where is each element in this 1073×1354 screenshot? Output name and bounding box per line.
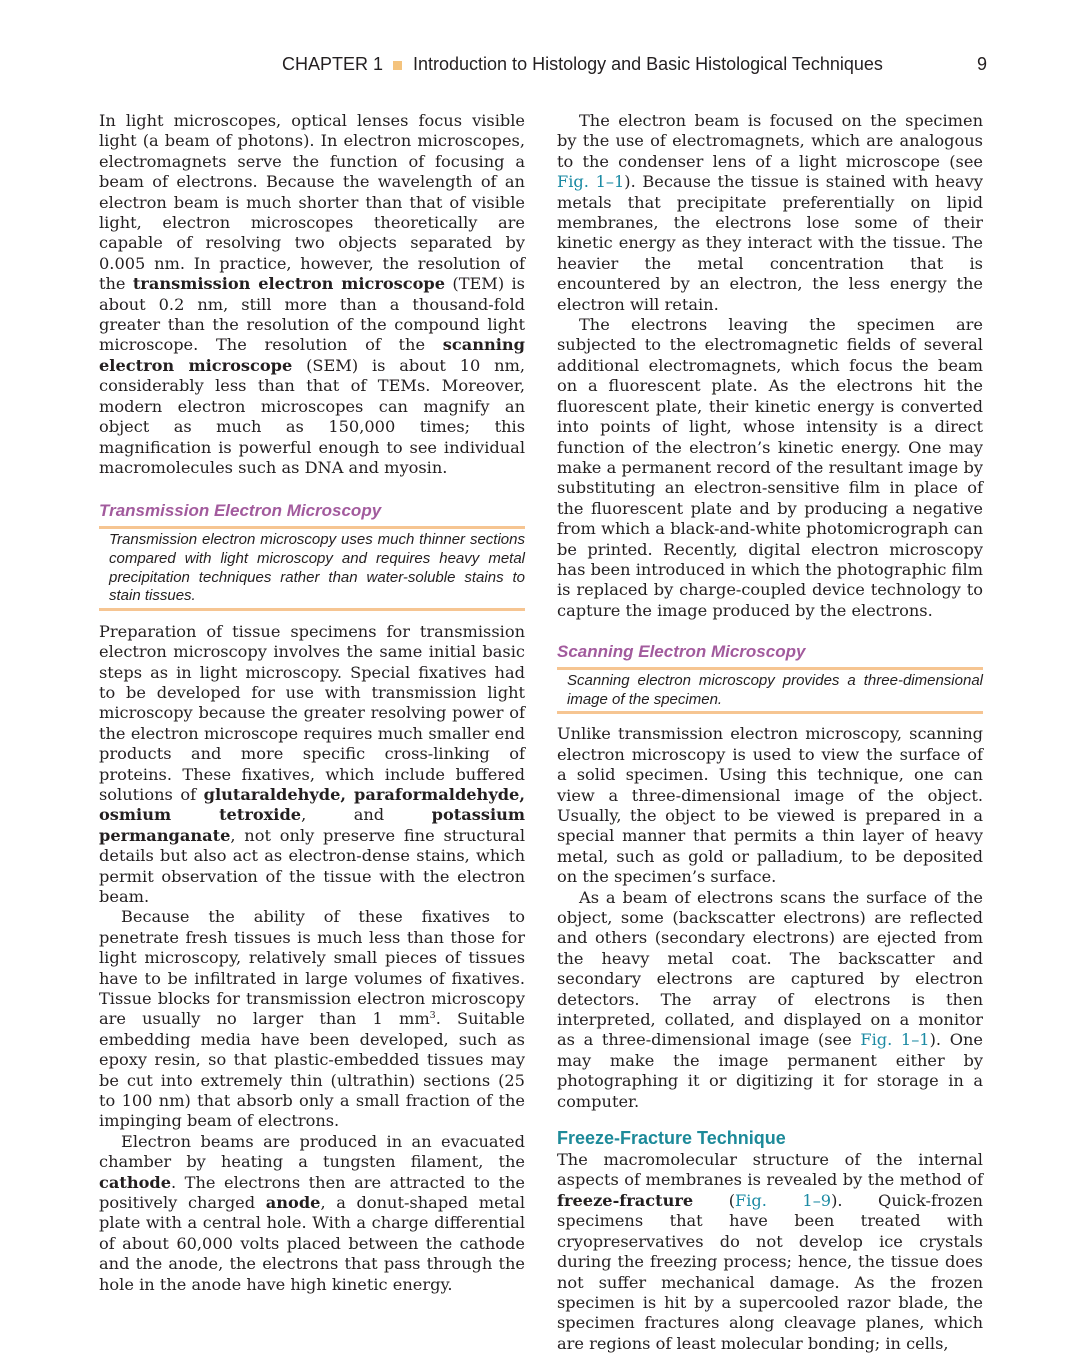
term-sem: scanning electron microscope bbox=[99, 335, 525, 375]
freeze-fracture-heading: Freeze-Fracture Technique bbox=[557, 1128, 786, 1149]
paragraph-fixative-penetration: Because the ability of these fixatives to penetrate fresh tissues is much less than those for light microscopy, relatively small pieces of tissues have to be infiltrated in large volumes of fixatives. Tissue blocks for transmission electron microscopy are usually no larger than 1 $mm^3$. Suitable embedding media have been developed, such as epoxy resin, so that plastic-embedded tissues may be cut into extremely thin (ultrathin) sections (25 to 100 nm) that absorb only a small fraction of the impinging beam of electrons. bbox=[99, 907, 525, 1131]
paragraph-beam-focus: The electron beam is focused on the specimen by the use of electromagnets, which are analogous to the condenser lens of a light microscope (see Fig. 1–1). Because the tissue is stained with heavy metals that precipitate preferentially on lipid membranes, the electrons lose some of their kinetic energy as they interact with the tissue. The heavier the metal concentration that is encountered by an electron, the less energy the electron will retain. bbox=[557, 111, 983, 314]
chapter-title: Introduction to Histology and Basic Histological Techniques bbox=[413, 54, 883, 74]
term-tem: transmission electron microscope bbox=[132, 274, 446, 294]
header-square-bullet bbox=[393, 61, 402, 70]
sem-heading: Scanning Electron Microscopy bbox=[557, 642, 806, 662]
tem-summary: Transmission electron microscopy uses much thinner sections compared with light microscopy and requires heavy metal precipitation techniques rather than water-soluble stains to stain tissues. bbox=[109, 531, 525, 605]
fig-1-1-link[interactable]: Fig. 1–1 bbox=[860, 1030, 930, 1050]
term-potassium-permanganate: potassium permanganate bbox=[99, 805, 525, 845]
page-number: 9 bbox=[976, 54, 987, 74]
fig-1-1-link[interactable]: Fig. 1–1 bbox=[557, 172, 625, 192]
paragraph-backscatter: As a beam of electrons scans the surface of the object, some (backscatter electrons) are reflected and others (secondary electrons) are ejected from the heavy metal coat. The backscatter and secondary electrons are captured by electron detectors. The array of electrons is then interpreted, collated, and displayed on a monitor as a three-dimensional image (see Fig. 1–1). One may make the image permanent either by photographing it or digitizing it for storage in a computer. bbox=[557, 887, 983, 1111]
fig-1-9-link[interactable]: Fig. 1–9 bbox=[735, 1190, 832, 1210]
sem-summary: Scanning electron microscopy provides a three-dimensional image of the specimen. bbox=[567, 672, 983, 708]
paragraph-sem-surface: Unlike transmission electron microscopy, scanning electron microscopy is used to view the surface of a solid specimen. Using this technique, one can view a three-dimensional image of the object. Usually, the object to be viewed is prepared in a special manner that permits a thin layer of heavy metal, such as gold or palladium, to be deposited on the specimen’s surface. bbox=[557, 724, 983, 887]
paragraph-fluorescent-plate: The electrons leaving the specimen are subjected to the electromagnetic fields of several additional electromagnets, which focus the beam on a fluorescent plate. As the electrons hit the fluorescent plate, their kinetic energy is converted into points of light, whose intensity is a direct function of the electron’s kinetic energy. One may make a permanent record of the resultant image by substituting an electron-sensitive film in place of the fluorescent plate and by producing a negative from which a black-and-white photomicrograph can be printed. Recently, digital electron microscopy has been introduced in which the photographic film is replaced by charge-coupled device technology to capture the image produced by the electrons. bbox=[557, 315, 983, 620]
right-column bbox=[557, 111, 983, 1354]
tem-heading: Transmission Electron Microscopy bbox=[99, 501, 382, 521]
paragraph-freeze-fracture: The macromolecular structure of the internal aspects of membranes is revealed by the method of freeze-fracture (Fig. 1–9). Quick-frozen specimens that have been treated with cryopreservatives do not develop ice crystals during the freezing process; hence, the tissue does not suffer mechanical damage. As the frozen specimen is hit by a supercooled razor blade, the specimen fractures along cleavage planes, which are regions of least molecular bonding; in cells, bbox=[557, 1150, 983, 1353]
term-anode: anode bbox=[265, 1193, 321, 1213]
paragraph-tem-preparation: Preparation of tissue specimens for transmission electron microscopy involves the same initial basic steps as in light microscopy. Special fixatives had to be developed for use with transmission light microscopy because the greater resolving power of the electron microscope requires much smaller end products and more specific cross-linking of proteins. These fixatives, which include buffered solutions of glutaraldehyde, paraformaldehyde, osmium tetroxide, and potassium permanganate, not only preserve fine structural details but also act as electron-dense stains, which permit observation of the tissue with the electron beam. bbox=[99, 621, 525, 906]
paragraph-electron-beams: Electron beams are produced in an evacuated chamber by heating a tungsten filament, the cathode. The electrons then are attracted to the positively charged anode, a donut-shaped metal plate with a central hole. With a charge differential of about 60,000 volts placed between the cathode and the anode, the electrons that pass through the hole in the anode have high kinetic energy. bbox=[99, 1131, 526, 1294]
paragraph-resolution: In light microscopes, optical lenses focus visible light (a beam of photons). In electron microscopes, electromagnets serve the function of focusing a beam of electrons. Because the wavelength of an electron beam is much shorter than that of visible light, electron microscopes theoretically are capable of resolving two objects separated by 0.005 nm. In practice, however, the resolution of the transmission electron microscope (TEM) is about 0.2 nm, still more than a thousand-fold greater than the resolution of the compound light microscope. The resolution of the scanning electron microscope (SEM) is about 10 nm, considerably less than that of TEMs. Moreover, modern electron microscopes can magnify an object as much as 150,000 times; this magnification is powerful enough to see individual macromolecules such as DNA and myosin. bbox=[99, 111, 525, 477]
term-fixatives: glutaraldehyde, paraformaldehyde, osmium tetroxide bbox=[99, 784, 525, 825]
term-cathode: cathode bbox=[99, 1172, 172, 1192]
chapter-label: CHAPTER 1 bbox=[282, 54, 384, 74]
term-freeze-fracture: freeze-fracture bbox=[557, 1190, 694, 1210]
left-column bbox=[99, 111, 525, 1295]
running-header bbox=[282, 54, 987, 80]
